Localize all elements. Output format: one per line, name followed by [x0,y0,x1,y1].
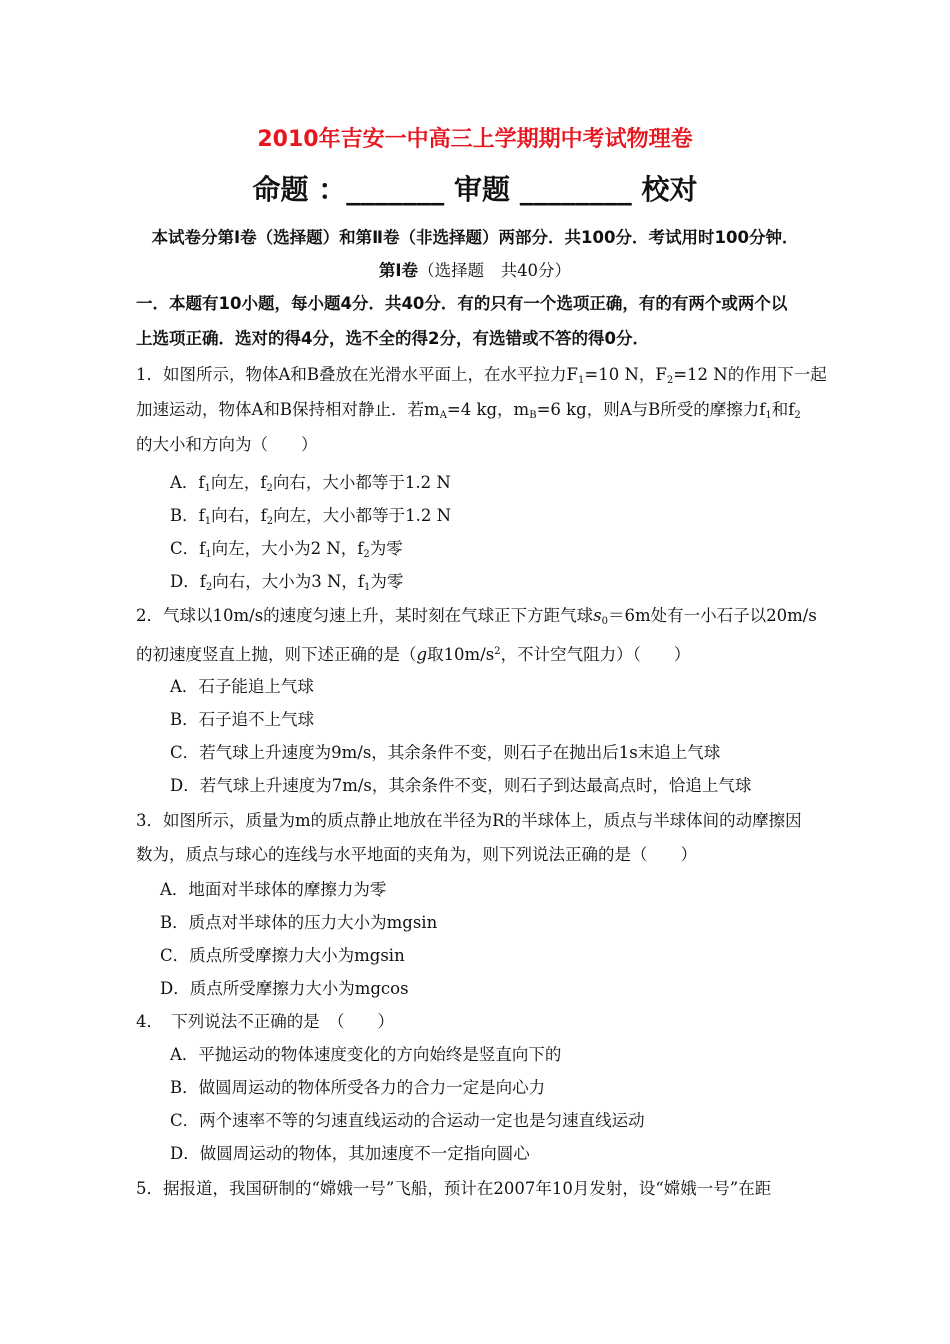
q3-option-b: B．质点对半球体的压力大小为mgsin [160,913,438,932]
q3-stem-line-2: 数为，质点与球心的连线与水平地面的夹角为，则下列说法正确的是（ ） [136,845,697,864]
option-text: 向左，f [210,473,267,492]
q1-stem-line-3: 的大小和方向为（ ） [136,435,318,454]
q1-stem-line-2 [136,398,801,428]
q1-option-d [170,570,403,600]
option-text: 向右，大小为3 N，f [212,572,365,591]
superscript: 2 [494,646,501,657]
subscript: 1 [364,582,371,593]
option-text: 向右，大小都等于1.2 N [272,473,451,492]
intro-line: 本试卷分第Ⅰ卷（选择题）和第Ⅱ卷（非选择题）两部分．共100分．考试用时100分钟． [151,228,799,247]
subscript: 1 [205,549,212,560]
exam-title: 2010年吉安一中高三上学期期中考试物理卷 [257,127,693,152]
q1-option-b [170,504,451,534]
q1-text: =10 N，F [584,365,667,384]
q1-text: 和f [771,400,795,419]
subscript: 1 [204,516,212,527]
q1-text: =12 N的作用下一起 [673,365,827,384]
volume-heading [0,259,950,283]
subscript: 0 [601,616,609,627]
volume-label: 第Ⅰ卷 [378,261,419,280]
q3-option-d: D．质点所受摩擦力大小为mgcos [160,979,409,998]
q2-option-d: D．若气球上升速度为7m/s，其余条件不变，则石子到达最高点时，恰追上气球 [170,776,752,795]
subscript: 2 [666,375,674,386]
option-text: B．f [170,506,205,525]
q2-option-b: B．石子追不上气球 [170,710,315,729]
section-instructions-2: 上选项正确．选对的得4分，选不全的得2分，有选错或不答的得0分． [136,329,649,348]
option-text: 为零 [369,539,403,558]
subscript: 2 [266,516,274,527]
subscript: 2 [794,410,801,421]
q1-text: 1．如图所示，物体A和B叠放在光滑水平面上，在水平拉力F [136,365,578,384]
option-text: 为零 [370,572,404,591]
q1-stem-line-1 [136,363,827,393]
subscript: B [529,410,537,421]
q2-option-a: A．石子能追上气球 [170,677,314,696]
subscript: 2 [266,483,273,494]
q2-text: 取10m/s [427,645,495,664]
q2-stem-line-1 [136,604,817,634]
italic-var: s [593,606,602,625]
q4-option-b: B．做圆周运动的物体所受各力的合力一定是向心力 [170,1078,546,1097]
q3-stem-line-1: 3．如图所示，质量为m的质点静止地放在半径为R的半球体上，质点与半球体间的动摩擦因 [136,811,802,830]
q2-text: ，不计空气阻力）（ ） [500,645,691,664]
q4-option-d: D．做圆周运动的物体，其加速度不一定指向圆心 [170,1144,530,1163]
q1-text: 加速运动，物体A和B保持相对静止．若m [136,400,440,419]
exam-subtitle: 命题 ：_______ 审题 ________ 校对 [252,173,698,206]
q5-stem-line-1: 5．据报道，我国研制的“嫦娥一号”飞船，预计在2007年10月发射，设“嫦娥一号”在距 [136,1179,772,1198]
option-text: D．f [170,572,206,591]
q1-text: =4 kg，m [446,400,530,419]
q2-text: 的初速度竖直上抛，则下述正确的是（ [136,645,417,664]
q3-option-a: A．地面对半球体的摩擦力为零 [160,880,387,899]
q3-option-c: C．质点所受摩擦力大小为mgsin [160,946,405,965]
volume-note: （选择题 共40分） [418,261,572,280]
subscript: 1 [578,375,585,386]
option-text: C．f [170,539,206,558]
option-text: 向右，f [211,506,267,525]
q2-text: ＝6m处有一小石子以20m/s [608,606,817,625]
subscript: 2 [205,582,213,593]
option-text: 向左，大小为2 N，f [211,539,364,558]
subscript: 2 [363,549,370,560]
q4-option-a: A．平抛运动的物体速度变化的方向始终是竖直向下的 [170,1045,562,1064]
section-instructions-1: 一．本题有10小题，每小题4分．共40分．有的只有一个选项正确，有的有两个或两个以 [136,294,788,313]
q2-option-c: C．若气球上升速度为9m/s，其余条件不变，则石子在抛出后1s末追上气球 [170,743,721,762]
q2-text: 2．气球以10m/s的速度匀速上升，某时刻在气球正下方距气球 [136,606,594,625]
q2-stem-line-2 [136,640,690,667]
q4-stem: 4． 下列说法不正确的是 （ ） [136,1012,394,1031]
q1-option-c [170,537,403,567]
q1-text: =6 kg，则A与B所受的摩擦力f [536,400,766,419]
italic-var: g [416,645,428,664]
subscript: 1 [765,410,772,421]
subscript: 1 [204,483,211,494]
subscript: A [439,410,447,421]
q1-option-a [170,471,451,501]
option-text: A．f [170,473,205,492]
option-text: 向左，大小都等于1.2 N [273,506,452,525]
q4-option-c: C．两个速率不等的匀速直线运动的合运动一定也是匀速直线运动 [170,1111,645,1130]
